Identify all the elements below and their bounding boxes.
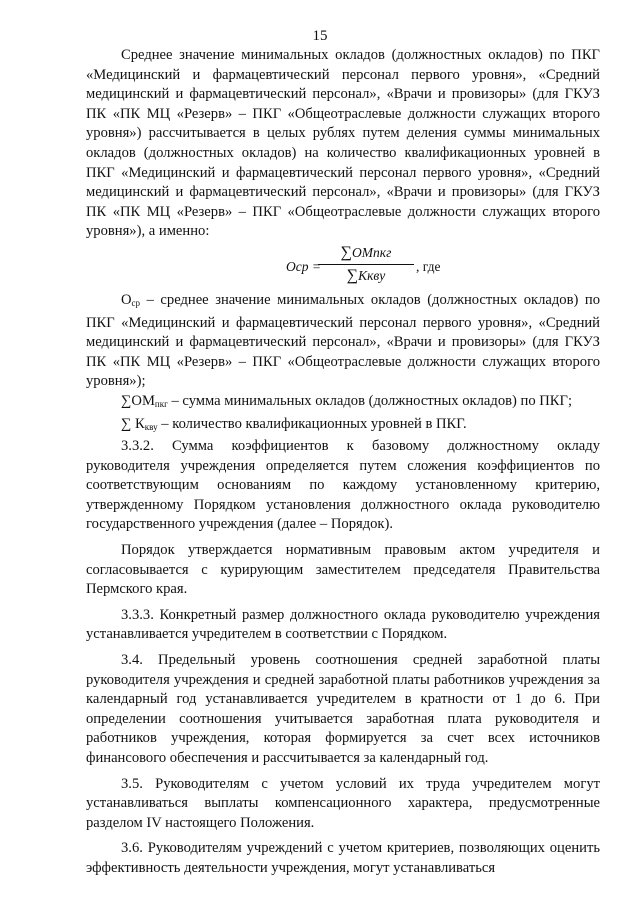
- page-number: 15: [312, 28, 328, 44]
- paragraph-average-salary: Среднее значение минимальных окладов (должностных окладов) по ПКГ «Медицинский и фармацевтический персонал первого уровня», «Средний медицинский и фармацевтический персонал», «Врачи и провизоры» (для ГКУЗ ПК «ПК МЦ «Резерв» – ПКГ «Общеотраслевые должности служащих второго уровня») рассчитывается в целых рублях путем деления суммы минимальных окладов (должностных окладов) на количество квалификационных уровней в ПКГ «Медицинский и фармацевтический персонал первого уровня», «Средний медицинский и фармацевтический персонал», «Врачи и провизоры» (для ГКУЗ ПК «ПК МЦ «Резерв» – ПКГ «Общеотраслевые должности служащих второго уровня»), а именно:: [86, 47, 600, 240]
- formula-numerator-text: ОМпкг: [352, 244, 392, 260]
- formula-denominator-text: Ккву: [358, 267, 386, 283]
- definition-om: [86, 392, 600, 415]
- paragraph-order-approval: Порядок утверждается нормативным правовым актом учредителя и согласовывается с курирующим заместителем председателя Правительства Пермского края.: [86, 542, 600, 598]
- paragraph-3-3-2: 3.3.2. Сумма коэффициентов к базовому должностному окладу руководителя учреждения определяется путем сложения коэффициентов по соответствующим основаниям по каждому установленному критерию, утвержденному Порядком установления должностного оклада руководителю государственного учреждения (далее – Порядок).: [86, 438, 600, 533]
- paragraph-3-3-3: 3.3.3. Конкретный размер должностного оклада руководителю учреждения устанавливается учредителем в соответствии с Порядком.: [86, 606, 600, 643]
- definition-om-text: – сумма минимальных окладов (должностных окладов) по ПКГ;: [167, 392, 573, 409]
- symbol-ocr-sub: ср: [131, 297, 141, 308]
- paragraph-3-5: 3.5. Руководителям с учетом условий их труда учредителем могут устанавливаться выплаты компенсационного характера, предусмотренные разделом IV настоящего Положения.: [86, 775, 600, 831]
- formula-denominator: [318, 265, 414, 286]
- symbol-k-sub: кву: [144, 421, 158, 432]
- definition-ocr-text: – среднее значение минимальных окладов (должностных окладов) по ПКГ «Медицинский и фармацевтический персонал первого уровня», «Средний медицинский и фармацевтический персонал», «Врачи и провизоры» (для ГКУЗ ПК «ПК МЦ «Резерв» – ПКГ «Общеотраслевые должности служащих второго уровня»);: [86, 291, 600, 390]
- definition-k: [86, 415, 600, 438]
- paragraph-3-4: 3.4. Предельный уровень соотношения средней заработной платы руководителя учреждения и средней заработной платы работников учреждения за календарный год устанавливается учредителем в кратности от 1 до 6. При определении соотношения учитывается заработная плата руководителя и работников учреждения, которая формируется за счет всех источников финансового обеспечения и рассчитывается за календарный год.: [86, 652, 600, 766]
- formula-numerator: [318, 243, 414, 265]
- formula-tail: , где: [416, 258, 441, 274]
- definition-ocr: [86, 291, 600, 392]
- formula-lhs: Оср =: [286, 258, 321, 274]
- sigma-symbol: ∑: [340, 243, 353, 261]
- definition-k-text: – количество квалификационных уровней в ПКГ.: [157, 415, 467, 432]
- symbol-om: ∑ОМ: [121, 392, 155, 409]
- symbol-ocr: О: [121, 291, 132, 308]
- paragraph-3-6: 3.6. Руководителям учреждений с учетом критериев, позволяющих оценить эффективность деятельности учреждения, могут устанавливаться: [86, 840, 600, 876]
- document-body: [86, 46, 600, 879]
- formula-fraction: [318, 243, 414, 285]
- symbol-om-sub: пкг: [154, 398, 168, 409]
- sigma-symbol: ∑: [346, 266, 359, 284]
- formula-average-salary: [86, 243, 600, 289]
- symbol-k: ∑ К: [121, 415, 145, 432]
